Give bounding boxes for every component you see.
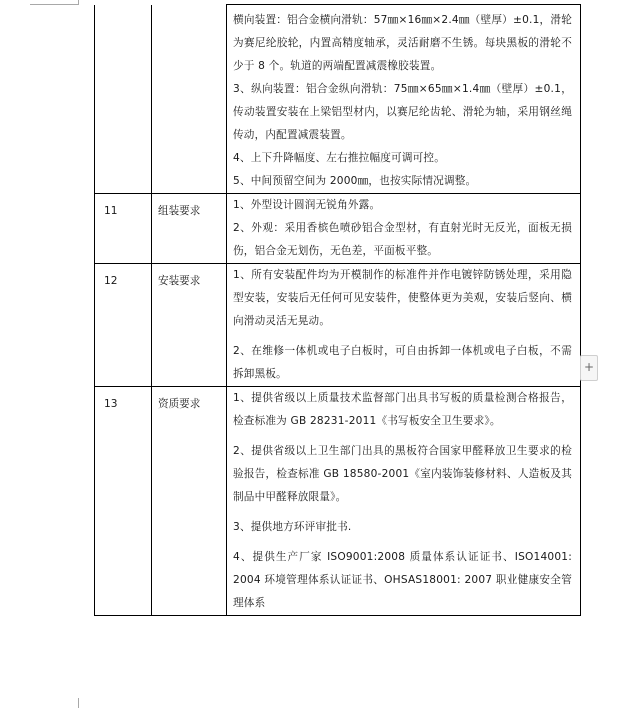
description-line: 5、中间预留空间为 2000㎜，也按实际情况调整。 — [233, 175, 477, 187]
table-row — [95, 264, 581, 387]
description-line: 4、提供生产厂家 ISO9001:2008 质量体系认证证书、ISO14001: 2004 环境管理体系认证证书、OHSAS18001: 2007 职业健康安全管理体系 — [233, 551, 572, 609]
row-description-cell — [227, 5, 581, 194]
description-line: 1、提供省级以上质量技术监督部门出具书写板的质量检测合格报告，检查标准为 GB 28231-2011《书写板安全卫生要求》。 — [233, 392, 572, 427]
description-line: 横向装置：铝合金横向滑轨：57㎜×16㎜×2.4㎜（壁厚）±0.1，滑轮为赛尼纶胶轮，内置高精度轴承，灵活耐磨不生锈。每块黑板的滑轮不少于 8 个。轨道的两端配置减震橡胶装置。 — [233, 14, 572, 72]
description-line: 1、外型设计圆润无锐角外露。 — [233, 199, 381, 211]
row-item-cell: 安装要求 — [152, 264, 227, 387]
description-line: 4、上下升降幅度、左右推拉幅度可调可控。 — [233, 152, 446, 164]
description-line: 3、纵向装置：铝合金纵向滑轨：75㎜×65㎜×1.4㎜（壁厚）±0.1，传动装置安装在上梁铝型材内，以赛尼纶齿轮、滑轮为轴，采用钢丝绳传动，内配置减震装置。 — [233, 83, 572, 141]
description-line: 1、所有安装配件均为开模制作的标准件并作电镀锌防锈处理，采用隐型安装，安装后无任何可见安装件，使整体更为美观，安装后竖向、横向滑动灵活无晃动。 — [233, 269, 572, 327]
row-description-cell — [227, 264, 581, 387]
row-number-cell — [95, 5, 152, 194]
description-line: 3、提供地方环评审批书. — [233, 521, 352, 533]
description-line: 2、外观：采用香槟色喷砂铝合金型材，有直射光时无反光，面板无损伤，铝合金无划伤，无色差，平面板平整。 — [233, 222, 572, 257]
row-number-cell: 11 — [95, 194, 152, 264]
description-line: 2、提供省级以上卫生部门出具的黑板符合国家甲醛释放卫生要求的检验报告，检查标准 GB 18580-2001《室内装饰装修材料、人造板及其制品中甲醛释放限量》。 — [233, 445, 572, 503]
row-description-cell — [227, 387, 581, 616]
table-row — [95, 387, 581, 616]
row-number-cell: 13 — [95, 387, 152, 616]
row-number-cell: 12 — [95, 264, 152, 387]
row-item-cell: 组装要求 — [152, 194, 227, 264]
description-line: 2、在维修一体机或电子白板时，可自由拆卸一体机或电子白板，不需拆卸黑板。 — [233, 345, 572, 380]
requirements-table — [94, 4, 581, 616]
table-row — [95, 5, 581, 194]
row-description-cell — [227, 194, 581, 264]
row-item-cell: 资质要求 — [152, 387, 227, 616]
add-button[interactable]: + — [580, 355, 598, 381]
row-item-cell — [152, 5, 227, 194]
table-row — [95, 194, 581, 264]
